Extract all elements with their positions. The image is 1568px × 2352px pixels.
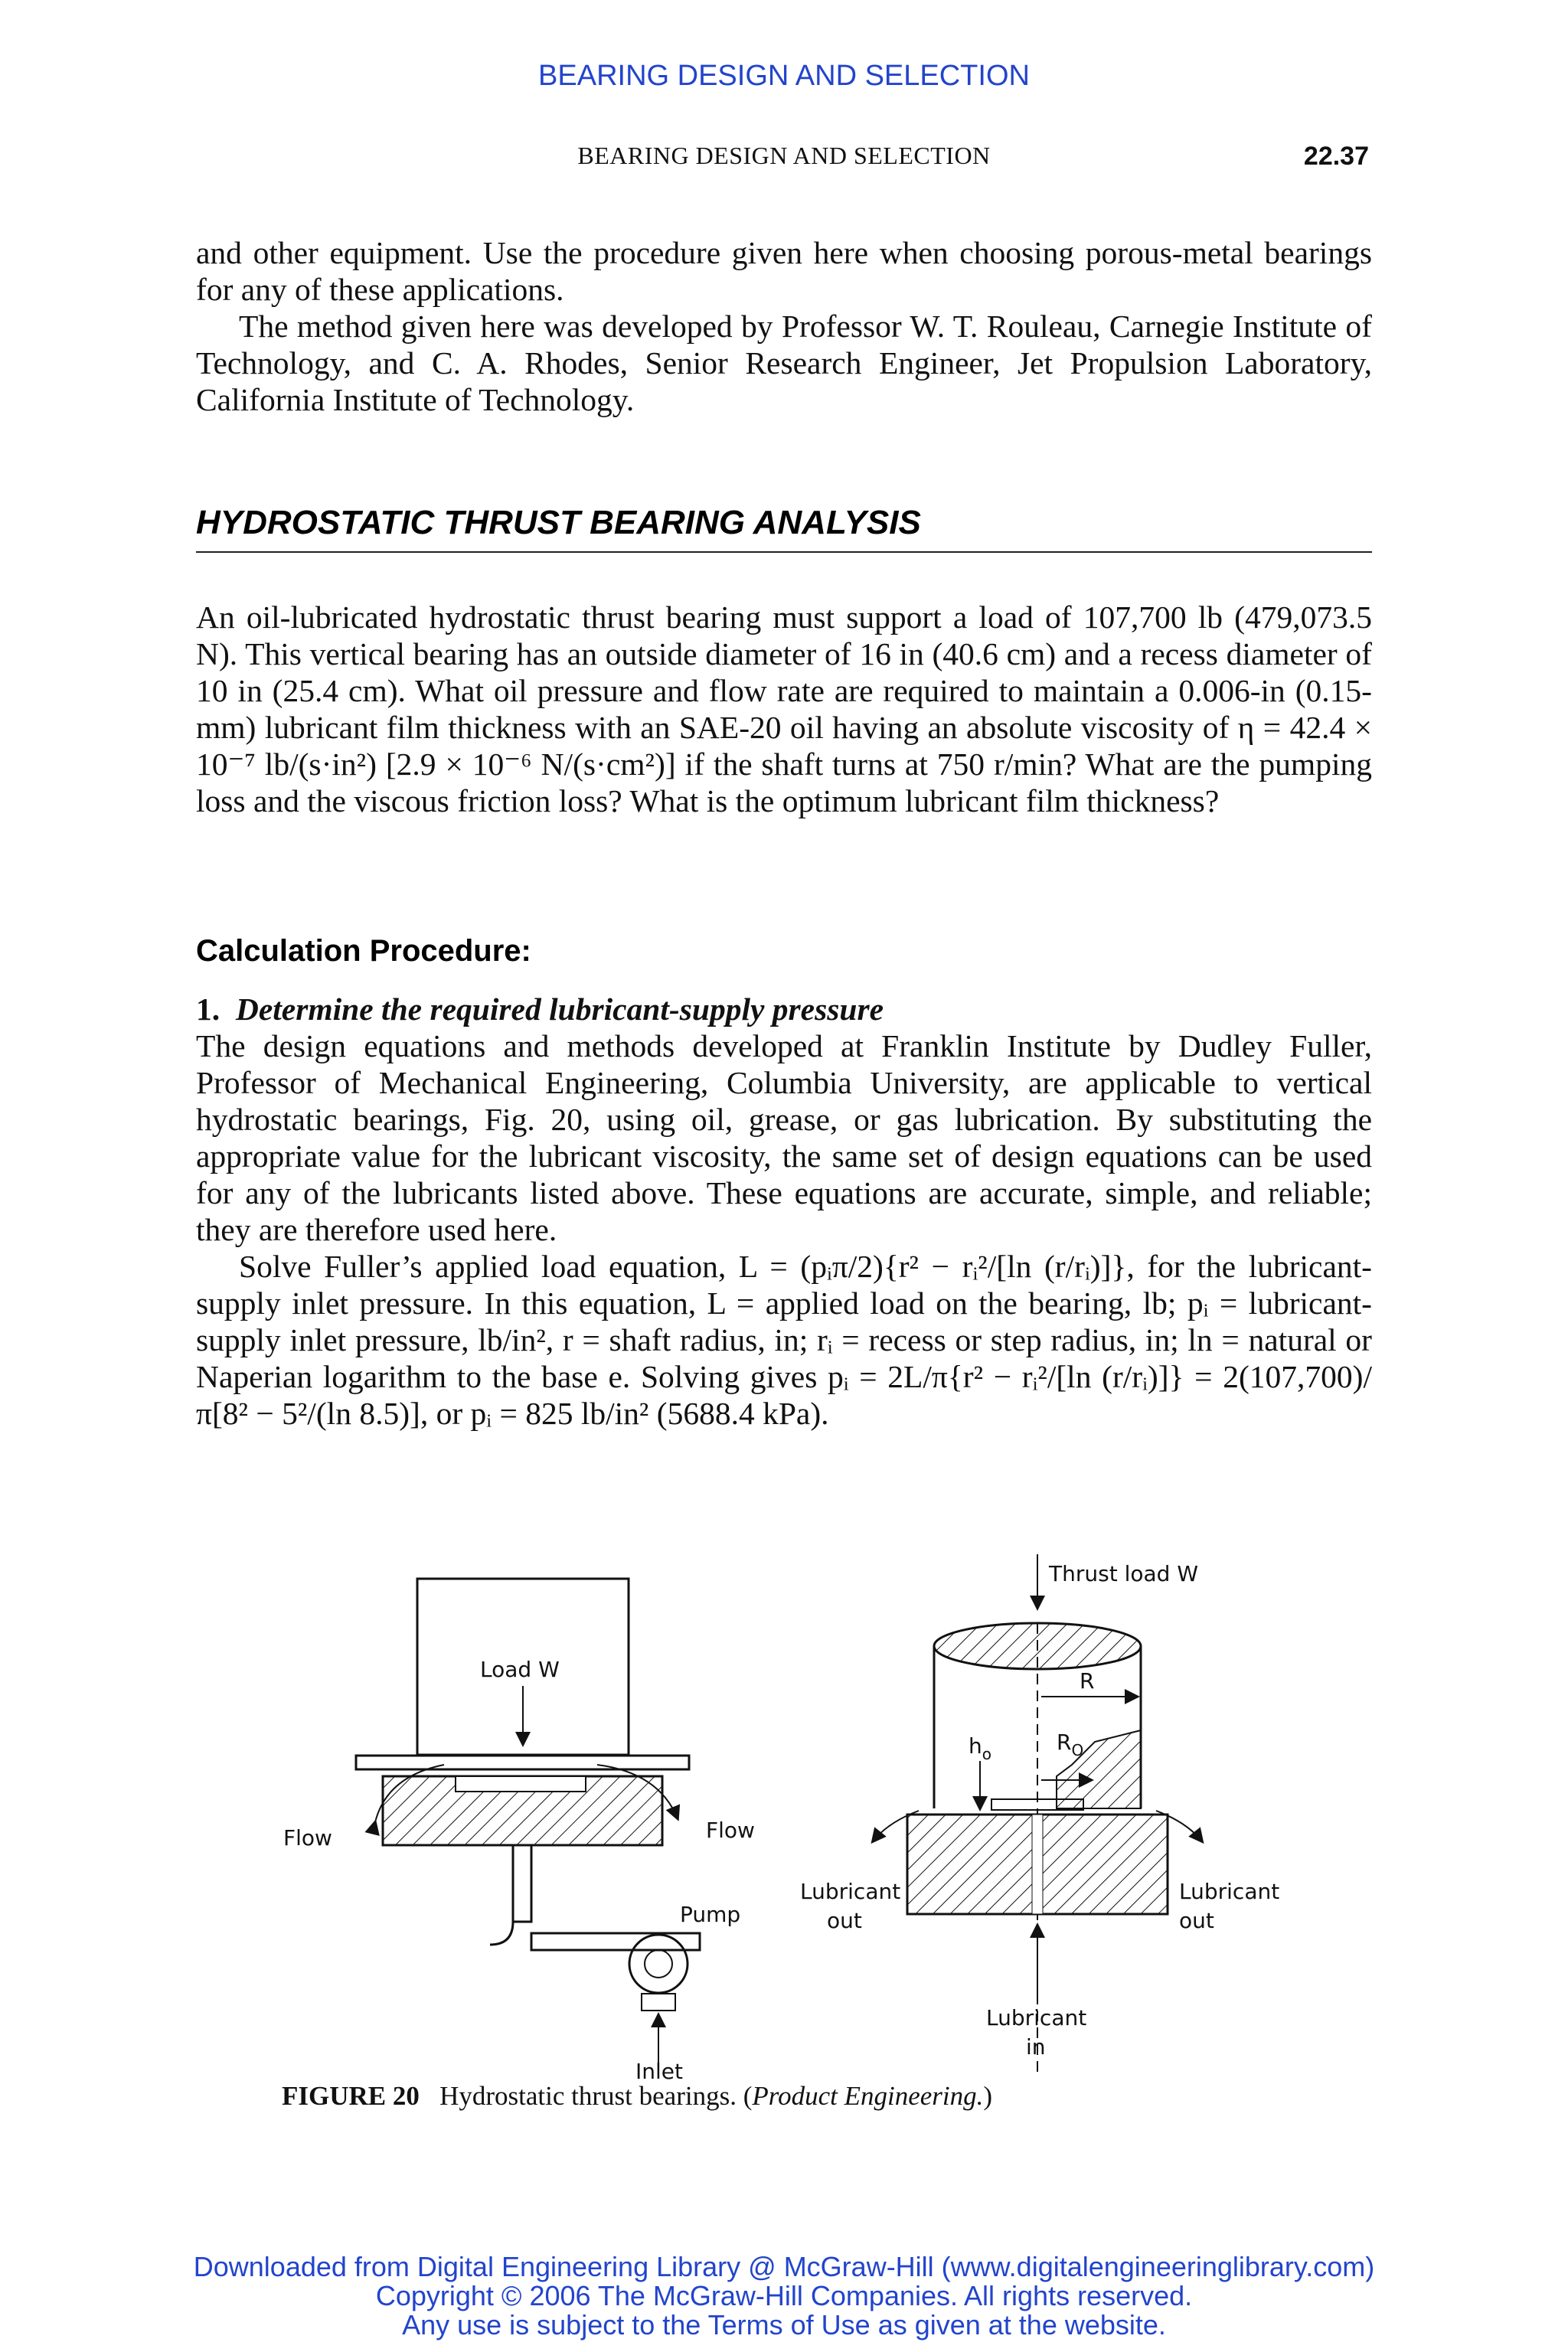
pump-label: Pump xyxy=(680,1902,741,1927)
calculation-procedure-heading: Calculation Procedure: xyxy=(196,934,531,968)
r0-text: R xyxy=(1057,1730,1072,1755)
page-number: 22.37 xyxy=(1303,142,1369,171)
pump-base xyxy=(642,1994,675,2011)
flow-left-label: Flow xyxy=(283,1825,332,1851)
left-bearing-diagram xyxy=(283,1579,755,2082)
r0-label xyxy=(1057,1730,1083,1759)
intro-paragraph-2: The method given here was developed by Professor W. T. Rouleau, Carnegie Institute of Technology, and C. A. Rhodes, Senior Research Engineer, Jet Propulsion Laboratory, California Institute of Technology. xyxy=(196,309,1372,417)
inlet-label: Inlet xyxy=(635,2059,683,2082)
problem-paragraph: An oil-lubricated hydrostatic thrust bearing must support a load of 107,700 lb (479,073.5 N). This vertical bearing has an outside diameter of 16 in (40.6 cm) and a recess diameter of 10 in (25.4 cm). What oil pressure and flow rate are required to maintain a 0.006-in (0.15-mm) lubricant film thickness with an SAE-20 oil having an absolute viscosity of η = 42.4 × 10⁻⁷ lb/(s·in²) [2.9 × 10⁻⁶ N/(s·cm²)] if the shaft turns at 750 r/min? What are the pumping loss and the viscous friction loss? What is the optimum lubricant film thickness? xyxy=(196,599,1372,818)
footer-line-1[interactable]: Downloaded from Digital Engineering Library @ McGraw-Hill (www.digitalengineeringlibrary.com) xyxy=(193,2251,1375,2282)
step-1-title: Determine the required lubricant-supply pressure xyxy=(235,991,884,1027)
figure-caption-label: FIGURE 20 xyxy=(282,2081,420,2111)
pipe-elbow xyxy=(490,1922,513,1945)
flow-right-label: Flow xyxy=(706,1818,755,1843)
problem-statement xyxy=(196,599,1372,819)
footer-line-2: Copyright © 2006 The McGraw-Hill Companies. All rights reserved. xyxy=(375,2280,1193,2311)
pump-pipe xyxy=(531,1933,700,1950)
pump-body xyxy=(629,1935,688,1993)
step-1-heading xyxy=(196,991,1372,1027)
lubricant-in-2: in xyxy=(1026,2034,1046,2060)
h0-label xyxy=(969,1733,991,1763)
lubricant-out-left-2: out xyxy=(827,1908,862,1933)
h0-text: h xyxy=(969,1733,982,1759)
step-1 xyxy=(196,991,1372,1432)
footer xyxy=(0,2252,1568,2340)
lubricant-in-1: Lubricant xyxy=(986,2005,1087,2030)
pump-impeller xyxy=(645,1950,672,1978)
load-label: Load W xyxy=(480,1657,560,1682)
top-banner-link[interactable]: BEARING DESIGN AND SELECTION xyxy=(538,60,1030,92)
running-head-title: BEARING DESIGN AND SELECTION xyxy=(577,142,991,169)
intro-paragraph-1: and other equipment. Use the procedure given here when choosing porous-metal bearings for any of these applications. xyxy=(196,235,1372,307)
figure-caption-text: Hydrostatic thrust bearings. xyxy=(439,2081,737,2111)
figure-20-hydrostatic-bearings xyxy=(260,1547,1317,2082)
supply-pipe xyxy=(513,1845,531,1922)
runner-plate xyxy=(356,1756,689,1769)
r-label: R xyxy=(1080,1668,1095,1694)
footer-line-3: Any use is subject to the Terms of Use as given at the website. xyxy=(402,2309,1166,2341)
figure-drawing xyxy=(260,1547,1317,2082)
step-1-number: 1. xyxy=(196,991,220,1027)
intro-text xyxy=(196,234,1372,418)
figure-caption-source: Product Engineering. xyxy=(752,2081,984,2111)
right-bearing-diagram xyxy=(800,1554,1279,2075)
section-title: HYDROSTATIC THRUST BEARING ANALYSIS xyxy=(196,504,1372,553)
supply-passage xyxy=(1032,1815,1043,1914)
step-1-paragraph-2: Solve Fuller’s applied load equation, L = (pᵢπ/2){r² − rᵢ²/[ln (r/rᵢ)]}, for the lubricant-supply inlet pressure. In this equation, L = applied load on the bearing, lb; pᵢ = lubricant-supply inlet pressure, lb/in², r = shaft radius, in; rᵢ = recess or step radius, in; ln = natural or Naperian logarithm to the base e. Solving gives pᵢ = 2L/π{r² − rᵢ²/[ln (r/rᵢ)]} = 2(107,700)/π[8² − 5²/(ln 8.5)], or pᵢ = 825 lb/in² (5688.4 kPa). xyxy=(196,1249,1372,1431)
lubricant-out-right-2: out xyxy=(1179,1908,1214,1933)
thrust-label: Thrust load W xyxy=(1049,1561,1199,1586)
figure-caption: FIGURE 20 Hydrostatic thrust bearings. (Product Engineering.) xyxy=(282,2081,993,2111)
h0-subscript: o xyxy=(982,1745,991,1763)
lubricant-out-right-1: Lubricant xyxy=(1179,1879,1280,1904)
lubricant-out-left-1: Lubricant xyxy=(800,1879,901,1904)
r0-subscript: O xyxy=(1071,1741,1084,1759)
recess xyxy=(456,1776,586,1792)
step-1-paragraph-1: The design equations and methods developed at Franklin Institute by Dudley Fuller, Professor of Mechanical Engineering, Columbia University, are applicable to vertical hydrostatic bearings, Fig. 20, using oil, grease, or gas lubrication. By substituting the appropriate value for the lubricant viscosity, the same set of design equations can be used for any of the lubricants listed above. These equations are accurate, simple, and reliable; they are therefore used here. xyxy=(196,1028,1372,1247)
